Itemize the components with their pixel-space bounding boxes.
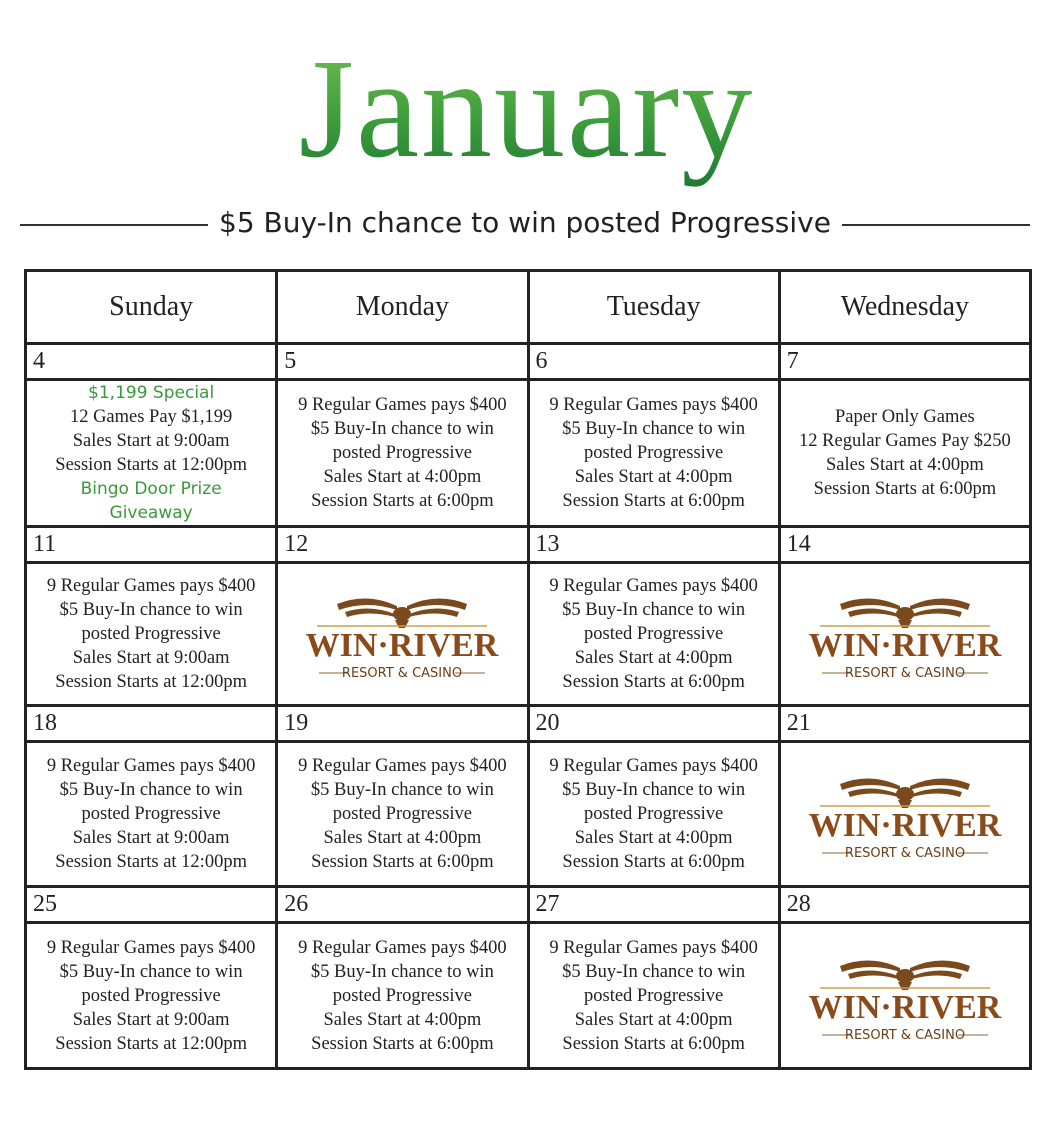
event-line: $5 Buy-In chance to win (310, 419, 494, 439)
date-number: 18 (26, 706, 277, 742)
date-number: 7 (779, 344, 1030, 380)
event-line: 9 Regular Games pays $400 (298, 937, 507, 958)
eagle-icon (337, 598, 467, 628)
event-cell (528, 380, 779, 527)
event-cell (277, 923, 528, 1069)
event-line: 9 Regular Games pays $400 (549, 937, 758, 958)
event-line: $5 Buy-In chance to win (59, 780, 243, 800)
date-row (26, 706, 1031, 742)
event-cell (779, 923, 1030, 1069)
event-line: Sales Start at 4:00pm (574, 467, 733, 487)
event-line: 9 Regular Games pays $400 (298, 395, 507, 415)
subtitle: $5 Buy-In chance to win posted Progressive (219, 206, 831, 239)
event-line: 9 Regular Games pays $400 (46, 937, 256, 958)
divider-left (20, 224, 208, 226)
date-row (26, 344, 1031, 380)
logo-tagline: RESORT & CASINO (844, 846, 965, 861)
event-row (26, 742, 1031, 887)
event-cell (277, 380, 528, 527)
event-cell (779, 563, 1030, 706)
event-line: 9 Regular Games pays $400 (549, 576, 758, 596)
event-line: Sales Start at 4:00pm (826, 455, 984, 475)
event-line: Giveaway (109, 503, 193, 523)
eagle-icon (840, 598, 970, 628)
event-cell (277, 742, 528, 887)
date-number: 21 (779, 706, 1030, 742)
event-line: posted Progressive (332, 443, 472, 463)
event-line: posted Progressive (81, 624, 221, 644)
date-number: 11 (26, 527, 277, 563)
event-line: posted Progressive (584, 443, 724, 463)
weekday-header-monday: Monday (277, 271, 528, 344)
date-number: 4 (26, 344, 277, 380)
date-number: 25 (26, 887, 277, 923)
date-number: 27 (528, 887, 779, 923)
date-number: 20 (528, 706, 779, 742)
event-cell (277, 563, 528, 706)
event-line: $1,199 Special (88, 383, 215, 403)
event-line: Session Starts at 6:00pm (562, 491, 745, 511)
logo-tagline: RESORT & CASINO (844, 666, 965, 681)
date-row (26, 527, 1031, 563)
weekday-header-tuesday: Tuesday (528, 271, 779, 344)
logo-wordmark: WIN·RIVER (808, 988, 1002, 1026)
weekday-header-sunday: Sunday (26, 271, 277, 344)
event-line: Session Starts at 6:00pm (562, 852, 745, 872)
event-line: Session Starts at 6:00pm (311, 491, 494, 511)
event-line: posted Progressive (584, 804, 724, 824)
event-line: Paper Only Games (835, 407, 975, 427)
event-line: $5 Buy-In chance to win (59, 961, 243, 982)
event-line: posted Progressive (584, 624, 724, 644)
date-number: 19 (277, 706, 528, 742)
event-line: Sales Start at 9:00am (72, 828, 230, 848)
event-line: Sales Start at 4:00pm (323, 467, 482, 487)
weekday-header-wednesday: Wednesday (779, 271, 1030, 344)
event-cell (779, 380, 1030, 527)
event-row (26, 923, 1031, 1069)
event-line: Sales Start at 4:00pm (323, 1009, 482, 1030)
logo-wordmark: WIN·RIVER (808, 627, 1002, 664)
event-line: posted Progressive (584, 985, 724, 1006)
event-cell (528, 742, 779, 887)
event-cell (26, 563, 277, 706)
event-line: 9 Regular Games pays $400 (549, 756, 758, 776)
event-line: $5 Buy-In chance to win (310, 961, 494, 982)
event-line: Sales Start at 9:00am (72, 1009, 230, 1030)
event-cell (779, 742, 1030, 887)
date-row (26, 887, 1031, 923)
subtitle-row (20, 200, 1030, 250)
event-cell (528, 923, 779, 1069)
divider-right (842, 224, 1030, 226)
date-number: 6 (528, 344, 779, 380)
event-line: posted Progressive (332, 804, 472, 824)
event-line: 9 Regular Games pays $400 (549, 395, 758, 415)
event-line: $5 Buy-In chance to win (59, 600, 243, 620)
event-cell (26, 742, 277, 887)
event-line: Sales Start at 9:00am (72, 648, 230, 668)
win-river-logo (800, 584, 1010, 684)
event-line: Session Starts at 6:00pm (562, 1033, 745, 1054)
date-number: 12 (277, 527, 528, 563)
event-line: $5 Buy-In chance to win (562, 961, 746, 982)
event-cell (528, 563, 779, 706)
event-line: Sales Start at 4:00pm (574, 828, 733, 848)
event-line: Sales Start at 4:00pm (574, 648, 733, 668)
event-cell (26, 923, 277, 1069)
event-line: Sales Start at 4:00pm (574, 1009, 733, 1030)
eagle-icon (840, 960, 970, 990)
date-number: 26 (277, 887, 528, 923)
event-cell (26, 380, 277, 527)
event-line: Sales Start at 9:00am (72, 431, 230, 451)
event-line: Session Starts at 12:00pm (55, 455, 247, 475)
page-title: January (0, 28, 1053, 188)
event-line: Sales Start at 4:00pm (323, 828, 482, 848)
calendar-grid (24, 269, 1032, 1070)
win-river-logo (297, 584, 507, 684)
event-line: Session Starts at 6:00pm (311, 852, 494, 872)
event-line: posted Progressive (81, 985, 221, 1006)
logo-wordmark: WIN·RIVER (808, 807, 1002, 844)
event-line: Session Starts at 6:00pm (813, 479, 997, 499)
date-number: 14 (779, 527, 1030, 563)
event-line: Session Starts at 12:00pm (55, 852, 247, 872)
event-line: posted Progressive (332, 985, 472, 1006)
eagle-icon (840, 778, 970, 808)
date-number: 5 (277, 344, 528, 380)
weekday-header-row (26, 271, 1031, 344)
logo-tagline: RESORT & CASINO (844, 1027, 965, 1043)
event-line: 9 Regular Games pays $400 (46, 576, 256, 596)
date-number: 28 (779, 887, 1030, 923)
win-river-logo (800, 946, 1010, 1046)
event-line: Bingo Door Prize (80, 479, 222, 499)
win-river-logo (800, 764, 1010, 864)
event-line: 9 Regular Games pays $400 (46, 756, 256, 776)
event-line: 12 Regular Games Pay $250 (799, 431, 1011, 451)
event-line: 9 Regular Games pays $400 (298, 756, 507, 776)
event-line: $5 Buy-In chance to win (562, 600, 746, 620)
calendar-body (26, 344, 1031, 1069)
date-number: 13 (528, 527, 779, 563)
event-row (26, 563, 1031, 706)
logo-wordmark: WIN·RIVER (306, 627, 499, 664)
logo-tagline: RESORT & CASINO (342, 666, 463, 681)
event-line: posted Progressive (81, 804, 221, 824)
event-line: Session Starts at 12:00pm (55, 1033, 247, 1054)
event-line: $5 Buy-In chance to win (310, 780, 494, 800)
event-row (26, 380, 1031, 527)
event-line: Session Starts at 6:00pm (311, 1033, 494, 1054)
event-line: $5 Buy-In chance to win (562, 780, 746, 800)
event-line: Session Starts at 6:00pm (562, 672, 745, 692)
event-line: $5 Buy-In chance to win (562, 419, 746, 439)
event-line: Session Starts at 12:00pm (55, 672, 247, 692)
event-line: 12 Games Pay $1,199 (69, 407, 233, 427)
